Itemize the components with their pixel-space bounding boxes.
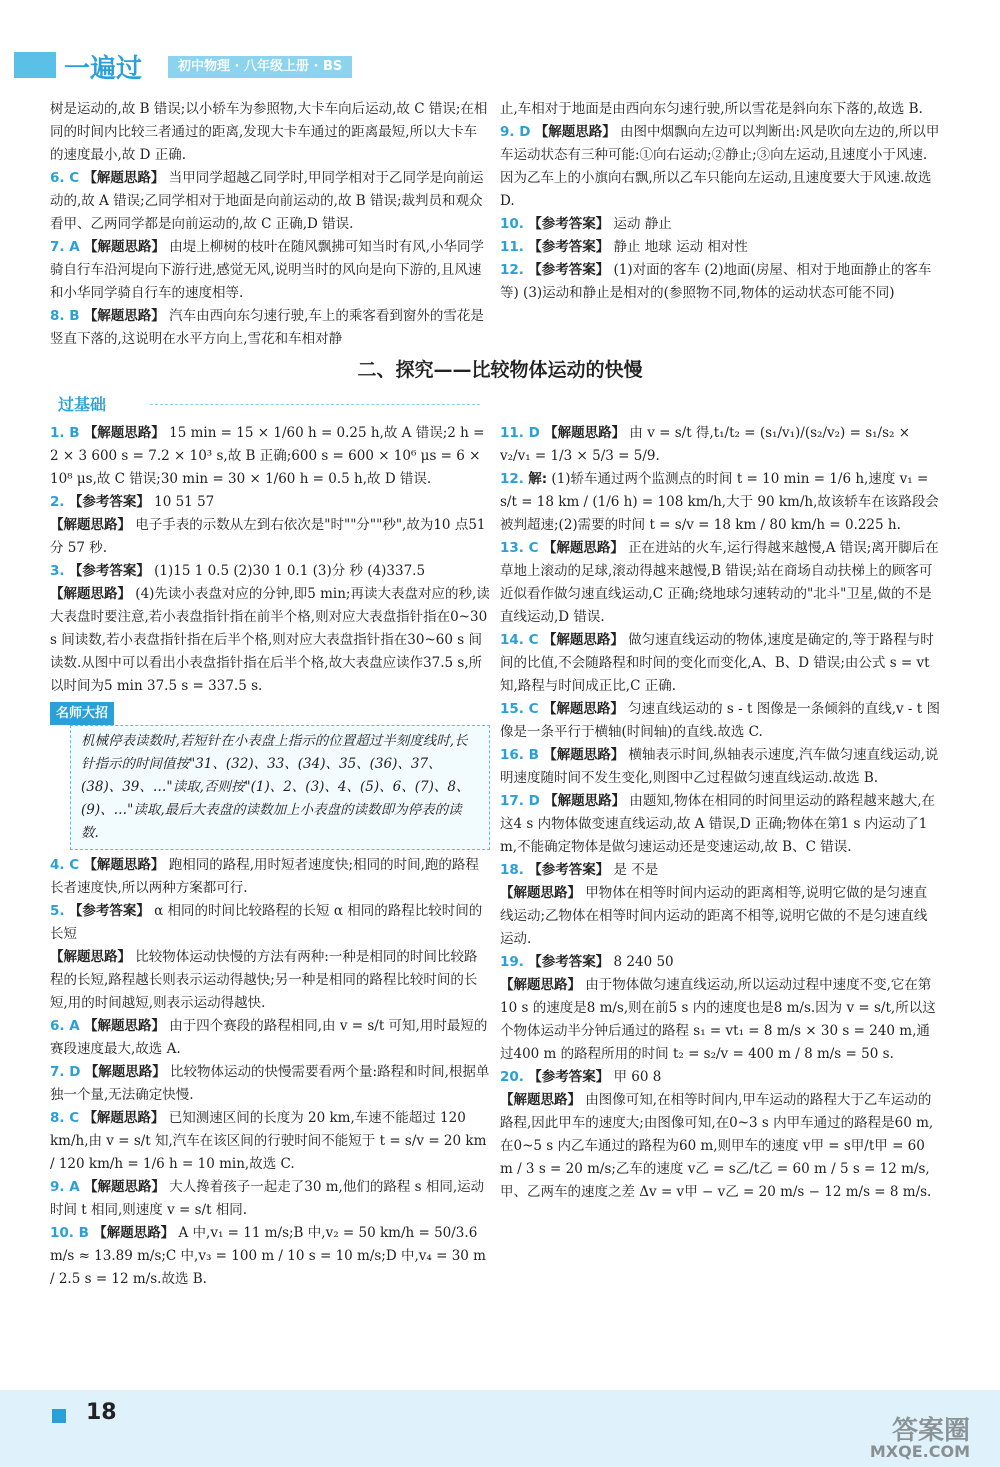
item-text: 正在进站的火车,运行得越来越慢,A 错误;离开脚后在草地上滚动的足球,滚动得越来越慢,B 错误;站在商场自动扶梯上的顾客可近似看作做匀速直线运动,C 正确;绕地球匀速转动的"北斗"卫星,做的不是直线运动,D 错误. [500, 540, 939, 625]
item-text: 汽车由西向东匀速行驶,车上的乘客看到窗外的雪花是竖直下落的,这说明在水平方向上,雪花和车相对静 [50, 308, 484, 347]
item-text: 由堤上柳树的枝叶在随风飘拂可知当时有风,小华同学骑自行车沿河堤向下游行进,感觉无风,说明当时的风向是向下游的,且风速和小华同学骑自行车的速度相等. [50, 239, 485, 301]
answer-item [50, 305, 490, 351]
item-tag: 【参考答案】 [528, 1069, 610, 1085]
item-text: 8 240 50 [613, 954, 674, 970]
item-tag: 【解题思路】 [542, 540, 624, 556]
item-text: 横轴表示时间,纵轴表示速度,汽车做匀速直线运动,说明速度随时间不发生变化,则图中乙过程做匀速直线运动.故选 B. [500, 747, 939, 786]
item-number: 14. C [500, 632, 539, 648]
answer-item [50, 236, 490, 305]
item-text: 由于四个赛段的路程相同,由 v = s/t 可知,用时最短的赛段速度最大,故选 A. [50, 1018, 488, 1057]
subject-tag: 初中物理 · 八年级上册 · BS [168, 56, 352, 78]
tip-box [70, 725, 490, 850]
answer-item [50, 1015, 490, 1061]
logo-text: 一遍过 [64, 54, 143, 84]
answer-item [50, 514, 490, 560]
item-text: A 中,v₁ = 11 m/s;B 中,v₂ = 50 km/h = 50/3.6 m/s ≈ 13.89 m/s;C 中,v₃ = 100 m / 10 s = 10 m/s;D 中,v₄ = 30 m / 2.5 s = 12 m/s.故选 B. [50, 1225, 486, 1287]
item-tag: 【解题思路】 [83, 857, 165, 873]
item-number: 17. D [500, 793, 540, 809]
guo-jichu-label: 过基础 [58, 395, 107, 414]
item-text: 树是运动的,故 B 错误;以小轿车为参照物,大卡车向后运动,故 C 错误;在相同的时间内比较三者通过的距离,发现大卡车通过的距离最短,所以大卡车的速度最小,故 D 正确. [50, 101, 488, 163]
item-text: 甲物体在相等时间内运动的距离相等,说明它做的是匀速直线运动;乙物体在相等时间内运动的距离不相等,说明它做的不是匀速直线运动. [500, 885, 928, 947]
item-text: 做匀速直线运动的物体,速度是确定的,等于路程与时间的比值,不会随路程和时间的变化而变化,A、B、D 错误;由公式 s = vt 知,路程与时间成正比,C 正确. [500, 632, 934, 694]
answer-item [500, 951, 940, 974]
section-divider [150, 404, 480, 405]
item-text: (1)15 1 0.5 (2)30 1 0.1 (3)分 秒 (4)337.5 [154, 563, 426, 579]
item-text: α 相同的时间比较路程的长短 α 相同的路程比较时间的长短 [50, 903, 483, 942]
answer-item [500, 537, 940, 629]
watermark-logo: 答案圈 [891, 1416, 970, 1446]
item-tag: 【解题思路】 [83, 1179, 165, 1195]
item-number: 12. [500, 262, 524, 278]
answer-item [500, 882, 940, 951]
item-tag: 【解题思路】 [542, 701, 624, 717]
item-tag: 【解题思路】 [83, 239, 165, 255]
item-number: 4. C [50, 857, 80, 873]
item-text: 已知测速区间的长度为 20 km,车速不能超过 120 km/h,由 v = s/t 知,汽车在该区间的行驶时间不能短于 t = s/v = 20 km / 120 km/h = 1/6 h = 10 min,故选 C. [50, 1110, 487, 1172]
item-tag: 【参考答案】 [528, 239, 610, 255]
item-text: (1)对面的客车 (2)地面(房屋、相对于地面静止的客车等) (3)运动和静止是相对的(参照物不同,物体的运动状态可能不同) [500, 262, 932, 301]
item-number: 15. C [500, 701, 539, 717]
item-number: 8. C [50, 1110, 80, 1126]
item-text: 由图中烟飘向左边可以判断出:风是吹向左边的,所以甲车运动状态有三种可能:①向右运动;②静止;③向左运动,且速度小于风速.因为乙车上的小旗向右飘,所以乙车只能向左运动,且速度要大于风速.故选 D. [500, 124, 940, 209]
tip-label: 名师大招 [50, 702, 114, 725]
answer-item [50, 560, 490, 583]
answer-item [500, 744, 940, 790]
item-tag: 【解题思路】 [50, 949, 131, 965]
item-text: 由 v = s/t 得,t₁/t₂ = (s₁/v₁)/(s₂/v₂) = s₁/s₂ × v₂/v₁ = 1/3 × 5/3 = 5/9. [500, 425, 911, 464]
answer-item [50, 900, 490, 946]
tip-text: 机械停表读数时,若短针在小表盘上指示的位置超过半刻度线时,长针指示的时间值按"31、(32)、33、(34)、35、(36)、37、(38)、39、…"读取,否则按"(1)、2、(3)、4、(5)、6、(7)、8、(9)、…"读取,最后大表盘的读数加上小表盘的读数即为停表的读数. [81, 733, 470, 841]
item-number: 19. [500, 954, 524, 970]
item-text: 比较物体运动的快慢需要看两个量:路程和时间,根据单独一个量,无法确定快慢. [50, 1064, 490, 1103]
item-number: 11. D [500, 425, 540, 441]
item-tag: 【解题思路】 [84, 1064, 166, 1080]
item-tag: 【解题思路】 [500, 977, 581, 993]
right-column [500, 422, 940, 1204]
answer-item [500, 236, 940, 259]
item-text: 止,车相对于地面是由西向东匀速行驶,所以雪花是斜向东下落的,故选 B. [500, 101, 923, 117]
left-column [50, 422, 490, 1291]
item-number: 6. A [50, 1018, 80, 1034]
item-text: 电子手表的示数从左到右依次是"时""分""秒",故为10 点51 分 57 秒. [50, 517, 486, 556]
item-number: 8. B [50, 308, 80, 324]
page-number: 18 [86, 1400, 117, 1425]
item-text: 运动 静止 [613, 216, 672, 232]
item-number: 6. C [50, 170, 80, 186]
item-tag: 解: [528, 471, 548, 487]
item-text: 由题知,物体在相同的时间里运动的路程越来越大,在这4 s 内物体做变速直线运动,故 A 错误,D 正确;物体在第1 s 内运动了1 m,不能确定物体是做匀速运动还是变速运动,故 B、C 错误. [500, 793, 936, 855]
answer-item [500, 213, 940, 236]
answer-item [50, 583, 490, 698]
item-text: 10 51 57 [154, 494, 215, 510]
item-tag: 【解题思路】 [50, 517, 131, 533]
item-tag: 【参考答案】 [68, 563, 150, 579]
item-text: 15 min = 15 × 1/60 h = 0.25 h,故 A 错误;2 h = 2 × 3 600 s = 7.2 × 10³ s,故 B 正确;600 s = 600 × 10⁶ μs = 6 × 10⁸ μs,故 C 错误;30 min = 30 × 1/60 h = 0.5 h,故 D 错误. [50, 425, 485, 487]
watermark-url: MXQE.COM [869, 1442, 970, 1461]
item-number: 13. C [500, 540, 539, 556]
item-text: 当甲同学超越乙同学时,甲同学相对于乙同学是向前运动的,故 A 错误;乙同学相对于地面是向前运动的,故 B 错误;裁判员和观众看甲、乙两同学都是向前运动的,故 C 正确,D 错误. [50, 170, 484, 232]
item-tag: 【参考答案】 [68, 494, 150, 510]
answer-item [500, 859, 940, 882]
top-right-column [500, 98, 940, 305]
item-number: 10. B [50, 1225, 89, 1241]
item-text: (1)轿车通过两个监测点的时间 t = 10 min = 1/6 h,速度 v₁ = s/t = 18 km / (1/6 h) = 108 km/h,大于 90 km/h,故该轿车在该路段会被判超速;(2)需要的时间 t = s/v = 18 km / 80 km/h = 0.225 h. [500, 471, 939, 533]
item-number: 20. [500, 1069, 524, 1085]
answer-item [50, 491, 490, 514]
answer-item [50, 1222, 490, 1291]
answer-item [50, 167, 490, 236]
item-number: 18. [500, 862, 524, 878]
logo-block [14, 52, 56, 78]
item-number: 9. A [50, 1179, 80, 1195]
item-number: 10. [500, 216, 524, 232]
item-tag: 【解题思路】 [542, 632, 624, 648]
item-tag: 【解题思路】 [83, 170, 165, 186]
answer-item [500, 629, 940, 698]
page-header [0, 0, 1000, 88]
item-number: 11. [500, 239, 524, 255]
answer-item [500, 121, 940, 213]
answer-item [50, 1061, 490, 1107]
item-tag: 【参考答案】 [528, 862, 610, 878]
item-text: 跑相同的路程,用时短者速度快;相同的时间,跑的路程长者速度快,所以两种方案都可行. [50, 857, 479, 896]
item-tag: 【解题思路】 [83, 1110, 165, 1126]
item-tag: 【参考答案】 [528, 216, 610, 232]
item-tag: 【解题思路】 [544, 425, 626, 441]
answer-item [500, 698, 940, 744]
answer-item [500, 974, 940, 1066]
item-text: (4)先读小表盘对应的分钟,即5 min;再读大表盘对应的秒,读大表盘时要注意,若小表盘指针指在前半个格,则对应大表盘指针指在0~30 s 间读数,若小表盘指针指在后半个格,则对应大表盘指针指在30~60 s 间读数.从图中可以看出小表盘指针指在后半个格,故大表盘应读作37.5 s,所以时间为5 min 37.5 s = 337.5 s. [50, 586, 490, 694]
item-tag: 【解题思路】 [500, 1092, 581, 1108]
item-text: 是 不是 [613, 862, 659, 878]
section-title: 二、探究——比较物体运动的快慢 [357, 359, 643, 381]
item-tag: 【解题思路】 [83, 425, 165, 441]
item-tag: 【参考答案】 [528, 954, 610, 970]
answer-item [50, 854, 490, 900]
footer-square [52, 1409, 66, 1423]
item-text: 匀速直线运动的 s - t 图像是一条倾斜的直线,v - t 图像是一条平行于横轴(时间轴)的直线.故选 C. [500, 701, 940, 740]
item-number: 7. D [50, 1064, 81, 1080]
item-tag: 【解题思路】 [543, 747, 625, 763]
item-number: 5. [50, 903, 65, 919]
item-text: 静止 地球 运动 相对性 [613, 239, 748, 255]
answer-item [500, 98, 940, 121]
item-text: 由于物体做匀速直线运动,所以运动过程中速度不变,它在第10 s 的速度是8 m/s,则在前5 s 内的速度也是8 m/s.因为 v = s/t,所以这个物体运动半分钟后通过的路程 s₁ = vt₁ = 8 m/s × 30 s = 240 m,通过400 m 的路程所用的时间 t₂ = s₂/v = 400 m / 8 m/s = 50 s. [500, 977, 936, 1062]
top-left-column [50, 98, 490, 351]
item-tag: 【参考答案】 [68, 903, 150, 919]
answer-item [500, 1066, 940, 1089]
item-tag: 【解题思路】 [50, 586, 131, 602]
item-number: 16. B [500, 747, 539, 763]
item-tag: 【解题思路】 [93, 1225, 175, 1241]
item-number: 9. D [500, 124, 531, 140]
item-tag: 【解题思路】 [500, 885, 581, 901]
item-number: 1. B [50, 425, 80, 441]
answer-item [500, 259, 940, 305]
answer-item [50, 422, 490, 491]
item-tag: 【参考答案】 [528, 262, 610, 278]
answer-item [50, 1107, 490, 1176]
item-tag: 【解题思路】 [544, 793, 626, 809]
item-text: 大人搀着孩子一起走了30 m,他们的路程 s 相同,运动时间 t 相同,则速度 v = s/t 相同. [50, 1179, 485, 1218]
answer-item [50, 98, 490, 167]
item-tag: 【解题思路】 [83, 1018, 165, 1034]
item-number: 2. [50, 494, 65, 510]
item-text: 比较物体运动快慢的方法有两种:一种是相同的时间比较路程的长短,路程越长则表示运动得越快;另一种是相同的路程比较时间的长短,用的时间越短,则表示运动得越快. [50, 949, 478, 1011]
item-text: 由图像可知,在相等时间内,甲车运动的路程大于乙车运动的路程,因此甲车的速度大;由图像可知,在0~3 s 内甲车通过的路程是60 m,在0~5 s 内乙车通过的路程为60 m,则甲车的速度 v甲 = s甲/t甲 = 60 m / 3 s = 20 m/s;乙车的速度 v乙 = s乙/t乙 = 60 m / 5 s = 12 m/s,甲、乙两车的速度之差 Δv = v甲 − v乙 = 20 m/s − 12 m/s = 8 m/s. [500, 1092, 934, 1200]
item-number: 7. A [50, 239, 80, 255]
answer-item [500, 468, 940, 537]
item-tag: 【解题思路】 [534, 124, 616, 140]
page-footer [0, 1390, 1000, 1467]
answer-item [500, 790, 940, 859]
item-tag: 【解题思路】 [83, 308, 165, 324]
item-number: 12. [500, 471, 524, 487]
item-number: 3. [50, 563, 65, 579]
answer-item [500, 1089, 940, 1204]
answer-item [500, 422, 940, 468]
answer-item [50, 946, 490, 1015]
item-text: 甲 60 8 [613, 1069, 662, 1085]
answer-item [50, 1176, 490, 1222]
